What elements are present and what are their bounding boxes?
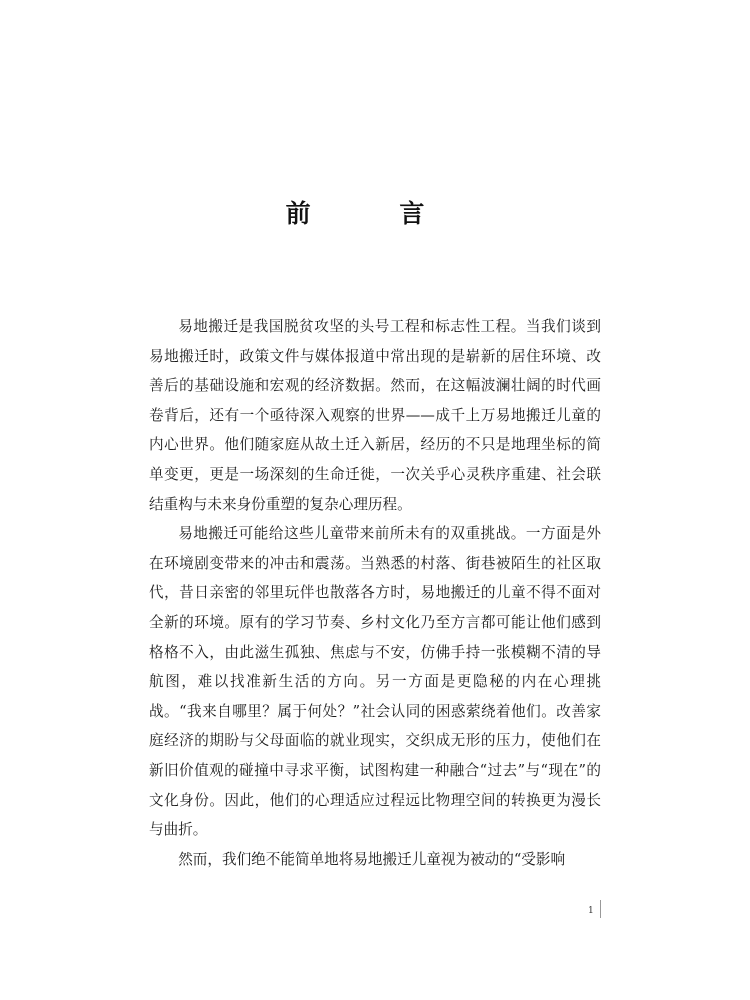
paragraph-2: 易地搬迁可能给这些儿童带来前所未有的双重挑战。一方面是外在环境剧变带来的冲击和震荡。当熟悉的村落、街巷被陌生的社区取代，昔日亲密的邻里玩伴也散落各方时，易地搬迁的儿童不得不面对全新的环境。原有的学习节奏、乡村文化乃至方言都可能让他们感到格格不入，由此滋生孤独、焦虑与不安，仿佛手持一张模糊不清的导航图，难以找准新生活的方向。另一方面是更隐秘的内在心理挑战。“我来自哪里？属于何处？”社会认同的困惑萦绕着他们。改善家庭经济的期盼与父母面临的就业现实，交织成无形的压力，使他们在新旧价值观的碰撞中寻求平衡，试图构建一种融合“过去”与“现在”的文化身份。因此，他们的心理适应过程远比物理空间的转换更为漫长与曲折。 (149, 525, 601, 839)
paragraph-1: 易地搬迁是我国脱贫攻坚的头号工程和标志性工程。当我们谈到易地搬迁时，政策文件与媒体报道中常出现的是崭新的居住环境、改善后的基础设施和宏观的经济数据。然而，在这幅波澜壮阔的时代画卷背后，还有一个亟待深入观察的世界——成千上万易地搬迁儿童的内心世界。他们随家庭从故土迁入新居，经历的不只是地理坐标的简单变更，更是一场深刻的生命迁徙，一次关乎心灵秩序重建、社会联结重构与未来身份重塑的复杂心理历程。 (149, 318, 601, 513)
preface-body (149, 312, 601, 874)
paragraph-3: 然而，我们绝不能简单地将易地搬迁儿童视为被动的“受影响 (178, 850, 566, 868)
page-title: 前 言 (285, 199, 465, 228)
page-number: 1 (588, 906, 594, 916)
page-number-divider (600, 900, 601, 918)
